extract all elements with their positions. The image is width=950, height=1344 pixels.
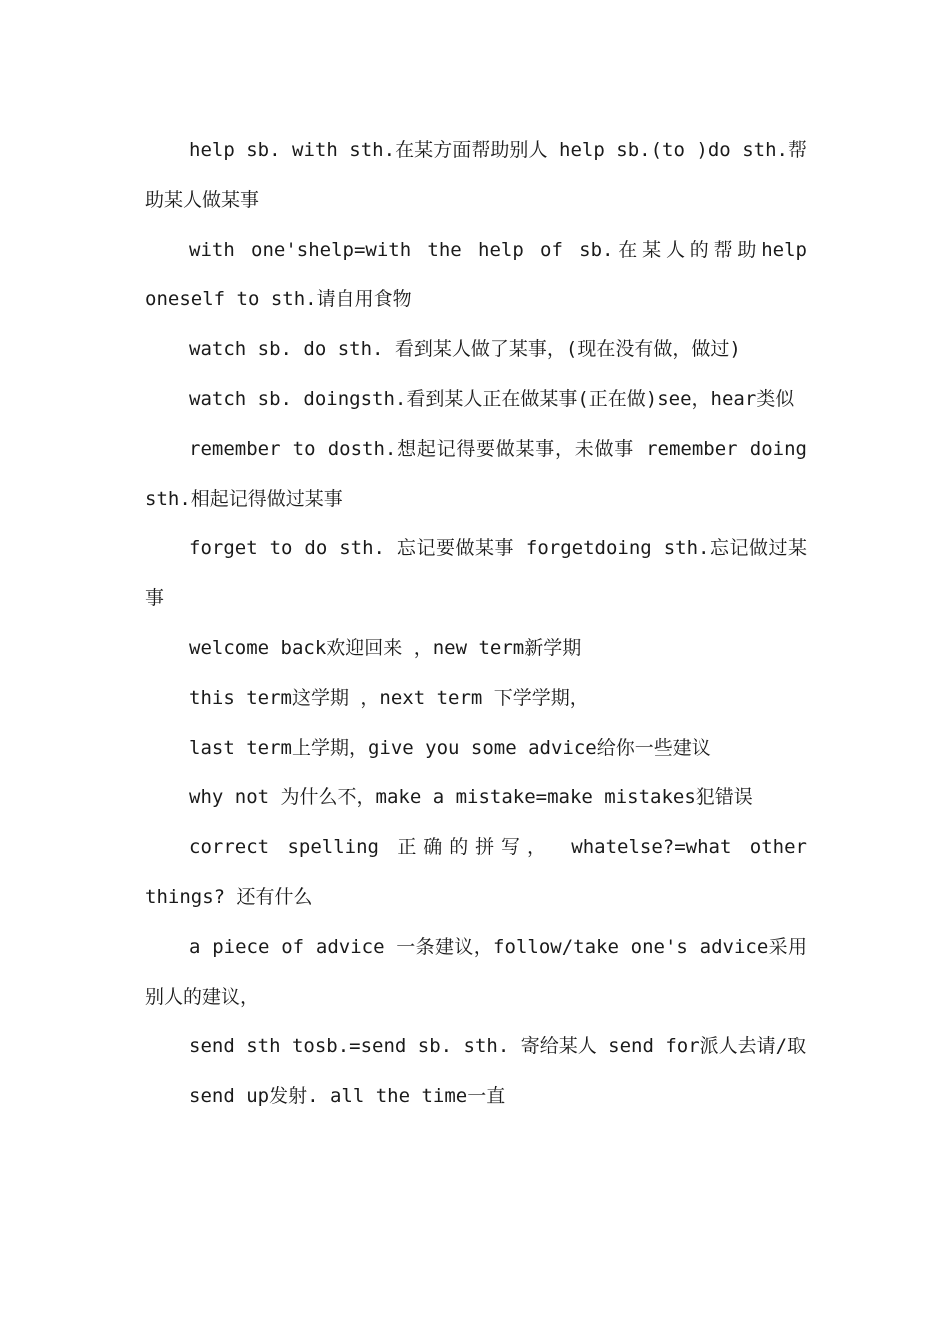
paragraph-this-term: this term这学期 ，next term 下学学期，	[189, 686, 589, 709]
paragraph-piece-of-advice: a piece of advice 一条建议，follow/take one's advice采用别人的建议，	[145, 935, 807, 1008]
paragraph-forget: forget to do sth. 忘记要做某事 forgetdoing sth.忘记做过某事	[145, 537, 807, 610]
paragraph-with-help: with one'shelp=with the help of sb.在某人的帮助help oneself to sth.请自用食物	[145, 238, 807, 311]
paragraph-watch-doing: watch sb. doingsth.看到某人正在做某事(正在做)see，hear类似	[189, 387, 795, 410]
paragraph-remember: remember to dosth.想起记得要做某事，未做事 remember doing sth.相起记得做过某事	[145, 437, 807, 510]
paragraph-send-sth: send sth tosb.=send sb. sth. 寄给某人 send for派人去请/取	[189, 1035, 807, 1058]
paragraph-last-term: last term上学期，give you some advice给你一些建议	[189, 736, 711, 759]
document-body	[145, 126, 807, 1122]
paragraph-watch-do: watch sb. do sth. 看到某人做了某事，(现在没有做，做过)	[189, 338, 741, 361]
paragraph-correct-spelling: correct spelling 正确的拼写， whatelse?=what other things? 还有什么	[145, 836, 807, 908]
paragraph-welcome-back: welcome back欢迎回来 ，new term新学期	[189, 636, 582, 659]
paragraph-send-up: send up发射. all the time一直	[189, 1085, 506, 1108]
paragraph-why-not: why not 为什么不，make a mistake=make mistakes犯错误	[189, 786, 753, 809]
paragraph-help: help sb. with sth.在某方面帮助别人 help sb.(to )do sth.帮助某人做某事	[145, 139, 807, 211]
